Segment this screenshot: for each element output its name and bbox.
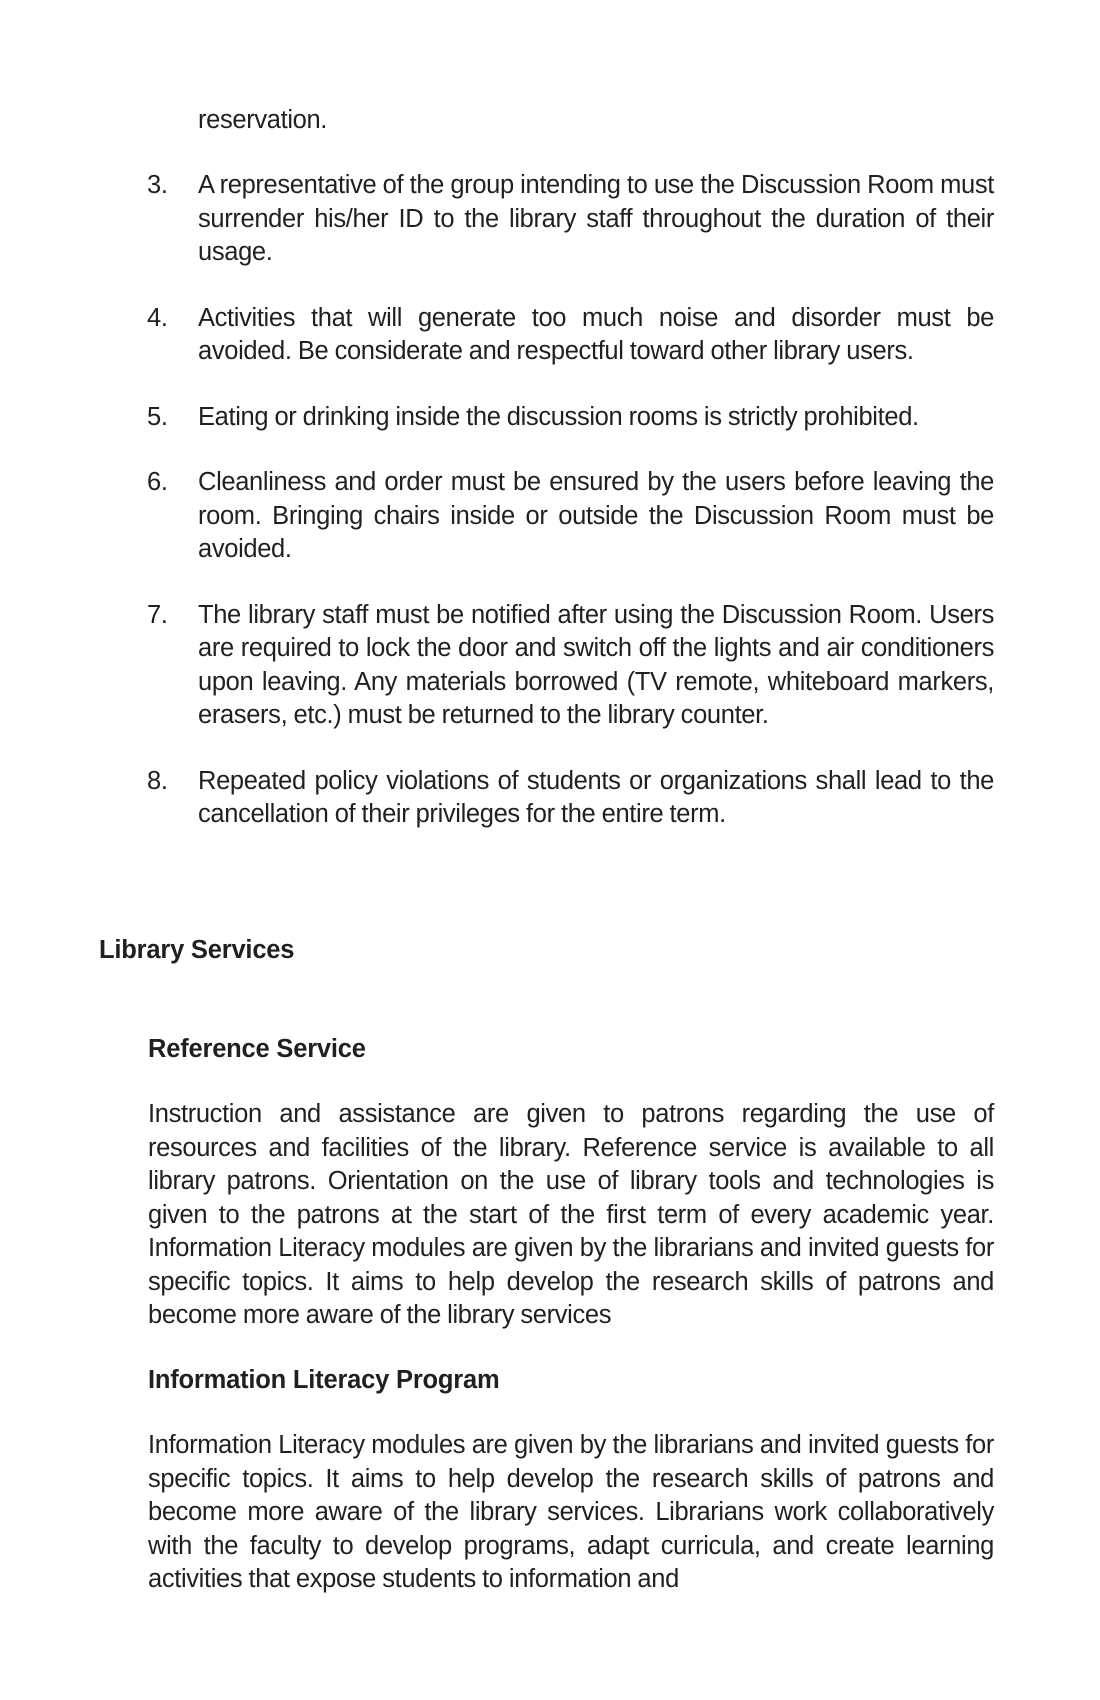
list-item-text: Activities that will generate too much noise and disorder must be avoided. Be considerate and respectful toward other library users. (198, 303, 994, 365)
list-item (147, 169, 994, 270)
list-item-number: 8. (147, 766, 168, 795)
discussion-room-rules-list (147, 169, 994, 864)
information-literacy-section (148, 1364, 994, 1597)
list-item-text: Eating or drinking inside the discussion rooms is strictly prohibited. (198, 402, 919, 431)
list-item (147, 466, 994, 567)
reference-service-section (148, 1033, 994, 1333)
list-item-number: 3. (147, 171, 168, 199)
list-item-number: 6. (147, 468, 168, 496)
section-title: Library Services (99, 936, 295, 964)
continuation-text: reservation. (198, 106, 328, 134)
reference-service-body: Instruction and assistance are given to patrons regarding the use of resources and facilities of the library. Reference service is available to all library patrons. Orientation on the use of library tools and technologies is given to the patrons at the start of the first term of every academic year. Information Literacy modules are given by the librarians and invited guests for specific topics. It aims to help develop the research skills of patrons and become more aware of the library services (148, 1100, 994, 1329)
list-item (147, 765, 994, 832)
list-item-number: 4. (147, 303, 168, 332)
list-item-number: 7. (147, 600, 168, 629)
list-item-text: Repeated policy violations of students or organizations shall lead to the cancellation of their privileges for the entire term. (198, 766, 994, 828)
list-item (147, 302, 994, 369)
list-item (147, 401, 994, 435)
information-literacy-body: Information Literacy modules are given by the librarians and invited guests for specific topics. It aims to help develop the research skills of patrons and become more aware of the library services. Librarians work collaboratively with the faculty to develop programs, adapt curricula, and create learning activities that expose students to information and (148, 1431, 994, 1593)
list-item-text: Cleanliness and order must be ensured by the users before leaving the room. Bringing chairs inside or outside the Discussion Room must be avoided. (198, 468, 994, 563)
reference-service-heading: Reference Service (148, 1035, 366, 1063)
list-item (147, 599, 994, 733)
information-literacy-heading: Information Literacy Program (148, 1366, 500, 1394)
list-item-text: A representative of the group intending to use the Discussion Room must surrender his/her ID to the library staff throughout the duration of their usage. (198, 171, 994, 266)
list-item-number: 5. (147, 402, 168, 431)
list-item-text: The library staff must be notified after using the Discussion Room. Users are required to lock the door and switch off the lights and air conditioners upon leaving. Any materials borrowed (TV remote, whiteboard markers, erasers, etc.) must be returned to the library counter. (198, 600, 994, 729)
